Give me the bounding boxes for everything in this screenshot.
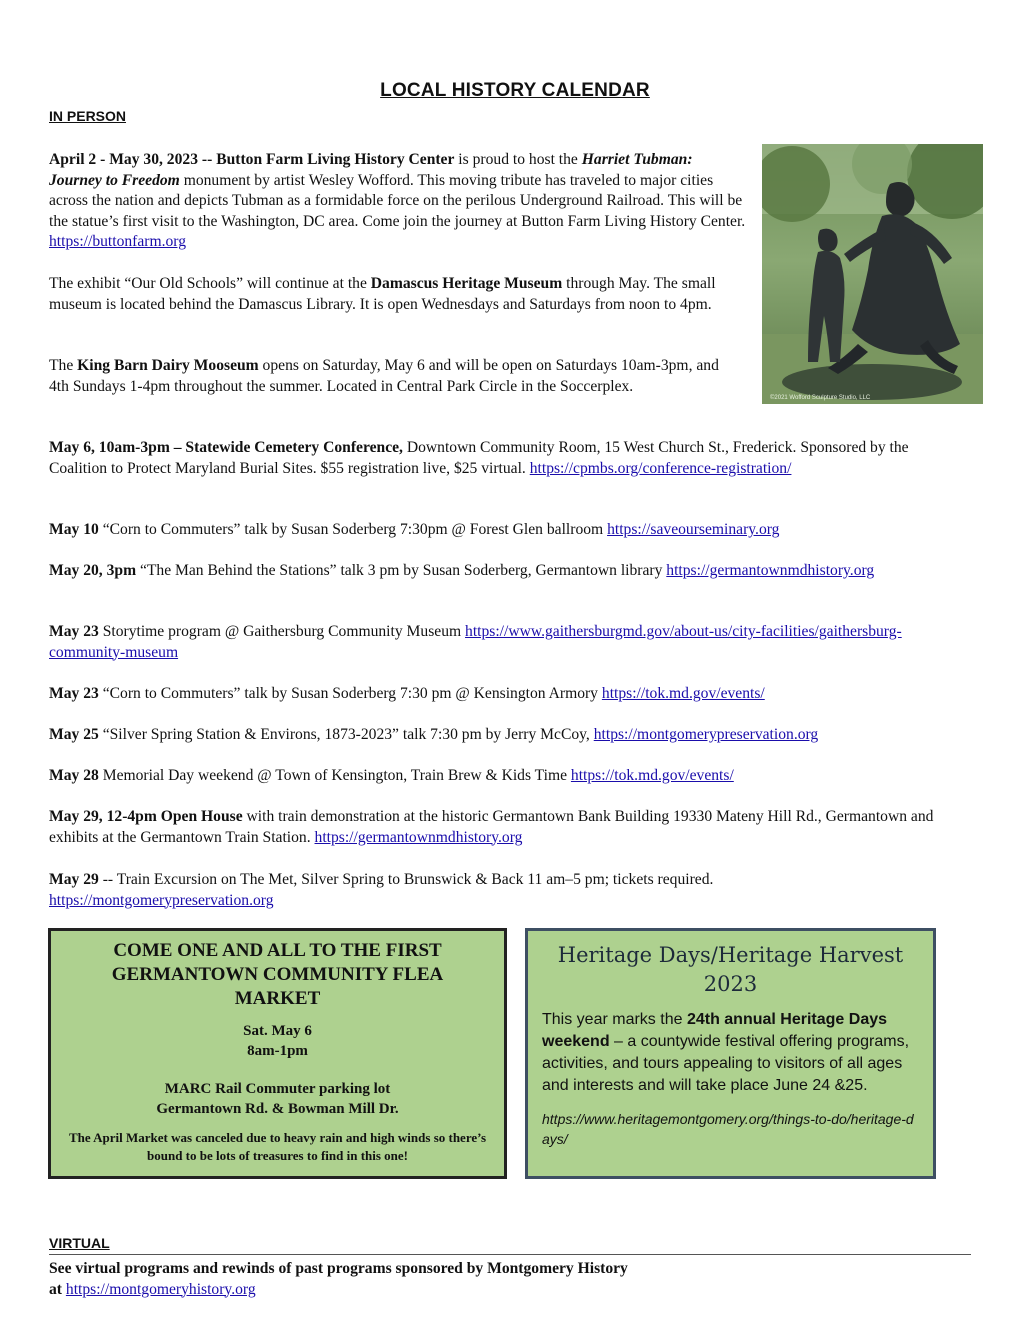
- event-text: “Corn to Commuters” talk by Susan Soderberg 7:30pm @ Forest Glen ballroom: [98, 521, 608, 538]
- montgomery-preservation-link-2[interactable]: https://montgomerypreservation.org: [49, 891, 274, 909]
- germantown-history-link[interactable]: https://germantownmdhistory.org: [666, 562, 875, 579]
- event-may28: [49, 766, 954, 787]
- virtual-text: See virtual programs and rewinds of past programs sponsored by Montgomery History: [49, 1260, 628, 1277]
- event-date: May 23: [49, 685, 99, 702]
- event-venue: King Barn Dairy Mooseum: [77, 357, 259, 374]
- flea-time: 8am-1pm: [247, 1043, 308, 1059]
- event-may29-train: [49, 870, 849, 911]
- in-person-heading: IN PERSON: [49, 108, 127, 124]
- monument-name: Harriet Tubman: Journey to Freedom: [49, 151, 693, 189]
- flea-place1: MARC Rail Commuter parking lot: [164, 1081, 391, 1097]
- virtual-at: at: [49, 1280, 66, 1298]
- divider: [49, 1254, 971, 1255]
- heritage-days-box: [525, 928, 936, 1179]
- event-may23-talk: [49, 684, 954, 705]
- gaithersburg-museum-link[interactable]: https://www.gaithersburgmd.gov/about-us/city-facilities/gaithersburg-community-museum: [49, 623, 902, 661]
- cemetery-link[interactable]: https://cpmbs.org/conference-registration/: [529, 459, 792, 477]
- heritage-title: Heritage Days/Heritage Harvest 2023: [557, 943, 904, 996]
- kensington-events-link-2[interactable]: https://tok.md.gov/events/: [570, 767, 734, 784]
- event-may20: [49, 561, 954, 582]
- event-text: Memorial Day weekend @ Town of Kensington, Train Brew & Kids Time: [98, 767, 571, 784]
- page-title: LOCAL HISTORY CALENDAR: [380, 80, 650, 101]
- event-text: opens on Saturday, May 6 and will be open on Saturdays 10am-3pm, and 4th Sundays 1-4pm throughout the summer. Located in Central Park Circle in the Soccerplex.: [49, 357, 719, 395]
- event-text: The exhibit “Our Old Schools” will continue at the: [49, 275, 371, 292]
- photo-caption: ©2021 Wofford Sculpture Studio, LLC: [770, 395, 871, 401]
- statue-image: [762, 144, 983, 404]
- event-venue: Button Farm Living History Center: [216, 151, 455, 168]
- event-may23-storytime: [49, 622, 954, 663]
- event-text: Downtown Community Room, 15 West Church St., Frederick. Sponsored by the Coalition to Protect Maryland Burial Sites. $55 registration live, $25 virtual.: [49, 439, 909, 477]
- flea-note: The April Market was canceled due to heavy rain and high winds so there’s bound to be lots of treasures to find in this one!: [68, 1130, 487, 1163]
- event-date: May 29: [49, 871, 99, 888]
- heritage-text: This year marks the: [542, 1011, 687, 1028]
- event-text: with train demonstration at the historic Germantown Bank Building 19330 Mateny Hill Rd., Germantown and exhibits at the Germantown Train Station.: [49, 808, 934, 846]
- event-text: is proud to host the: [454, 151, 582, 168]
- flea-headline: COME ONE AND ALL TO THE FIRST GERMANTOWN COMMUNITY FLEA MARKET: [111, 940, 444, 1009]
- montgomery-history-link[interactable]: https://montgomeryhistory.org: [65, 1280, 256, 1298]
- event-date: May 20, 3pm: [49, 562, 137, 579]
- flea-place2: Germantown Rd. & Bowman Mill Dr.: [156, 1101, 399, 1117]
- event-venue: Damascus Heritage Museum: [370, 275, 563, 292]
- event-text: Storytime program @ Gaithersburg Community Museum: [98, 623, 466, 640]
- germantown-history-link-2[interactable]: https://germantownmdhistory.org: [314, 828, 523, 846]
- heritage-text: – a countywide festival offering programs, activities, and tours appealing to visitors of all ages and interests and will take place June 24 &25.: [542, 1033, 910, 1094]
- virtual-heading: VIRTUAL: [49, 1235, 110, 1251]
- heritage-bold: 24th annual Heritage Days weekend: [542, 1011, 888, 1050]
- event-date: May 28: [49, 767, 99, 784]
- heritage-description: [542, 1009, 919, 1097]
- heritage-link[interactable]: https://www.heritagemontgomery.org/things-to-do/heritage-days/: [542, 1111, 914, 1147]
- button-farm-link[interactable]: https://buttonfarm.org: [49, 233, 187, 250]
- montgomery-preservation-link[interactable]: https://montgomerypreservation.org: [593, 726, 819, 743]
- saveourseminary-link[interactable]: https://saveourseminary.org: [607, 521, 780, 538]
- event-title: May 29, 12-4pm Open House: [49, 808, 243, 825]
- event-date: May 10: [49, 521, 99, 538]
- event-text: “Silver Spring Station & Environs, 1873-2023” talk 7:30 pm by Jerry McCoy,: [98, 726, 594, 743]
- event-date: May 25: [49, 726, 99, 743]
- event-may25: [49, 725, 954, 746]
- flea-market-box: [48, 928, 507, 1179]
- event-text: “Corn to Commuters” talk by Susan Soderberg 7:30 pm @ Kensington Armory: [98, 685, 602, 702]
- event-text: “The Man Behind the Stations” talk 3 pm by Susan Soderberg, Germantown library: [136, 562, 667, 579]
- event-date: May 23: [49, 623, 99, 640]
- flea-date: Sat. May 6: [243, 1023, 312, 1039]
- event-damascus: [49, 274, 749, 315]
- event-dates: April 2 - May 30, 2023 --: [49, 151, 213, 168]
- event-text: through May. The small museum is located behind the Damascus Library. It is open Wednesdays and Saturdays from noon to 4pm.: [49, 275, 716, 313]
- event-may29-open-house: [49, 807, 954, 848]
- event-text: The: [49, 357, 78, 374]
- event-cemetery-conference: [49, 438, 954, 479]
- event-text: -- Train Excursion on The Met, Silver Spring to Brunswick & Back 11 am–5 pm; tickets required.: [98, 871, 714, 888]
- event-text: monument by artist Wesley Wofford. This moving tribute has traveled to major cities across the nation and depicts Tubman as a formidable force on the perilous Underground Railroad. This will be the statue’s first visit to the Washington, DC area. Come join the journey at Button Farm Living History Center.: [49, 171, 746, 230]
- event-title: May 6, 10am-3pm – Statewide Cemetery Conference,: [49, 439, 403, 456]
- kensington-events-link[interactable]: https://tok.md.gov/events/: [601, 685, 765, 702]
- event-button-farm: [49, 150, 749, 253]
- event-mooseum: [49, 356, 739, 397]
- event-may10: [49, 520, 954, 541]
- virtual-section: [49, 1259, 954, 1300]
- statue-photo: [762, 144, 983, 404]
